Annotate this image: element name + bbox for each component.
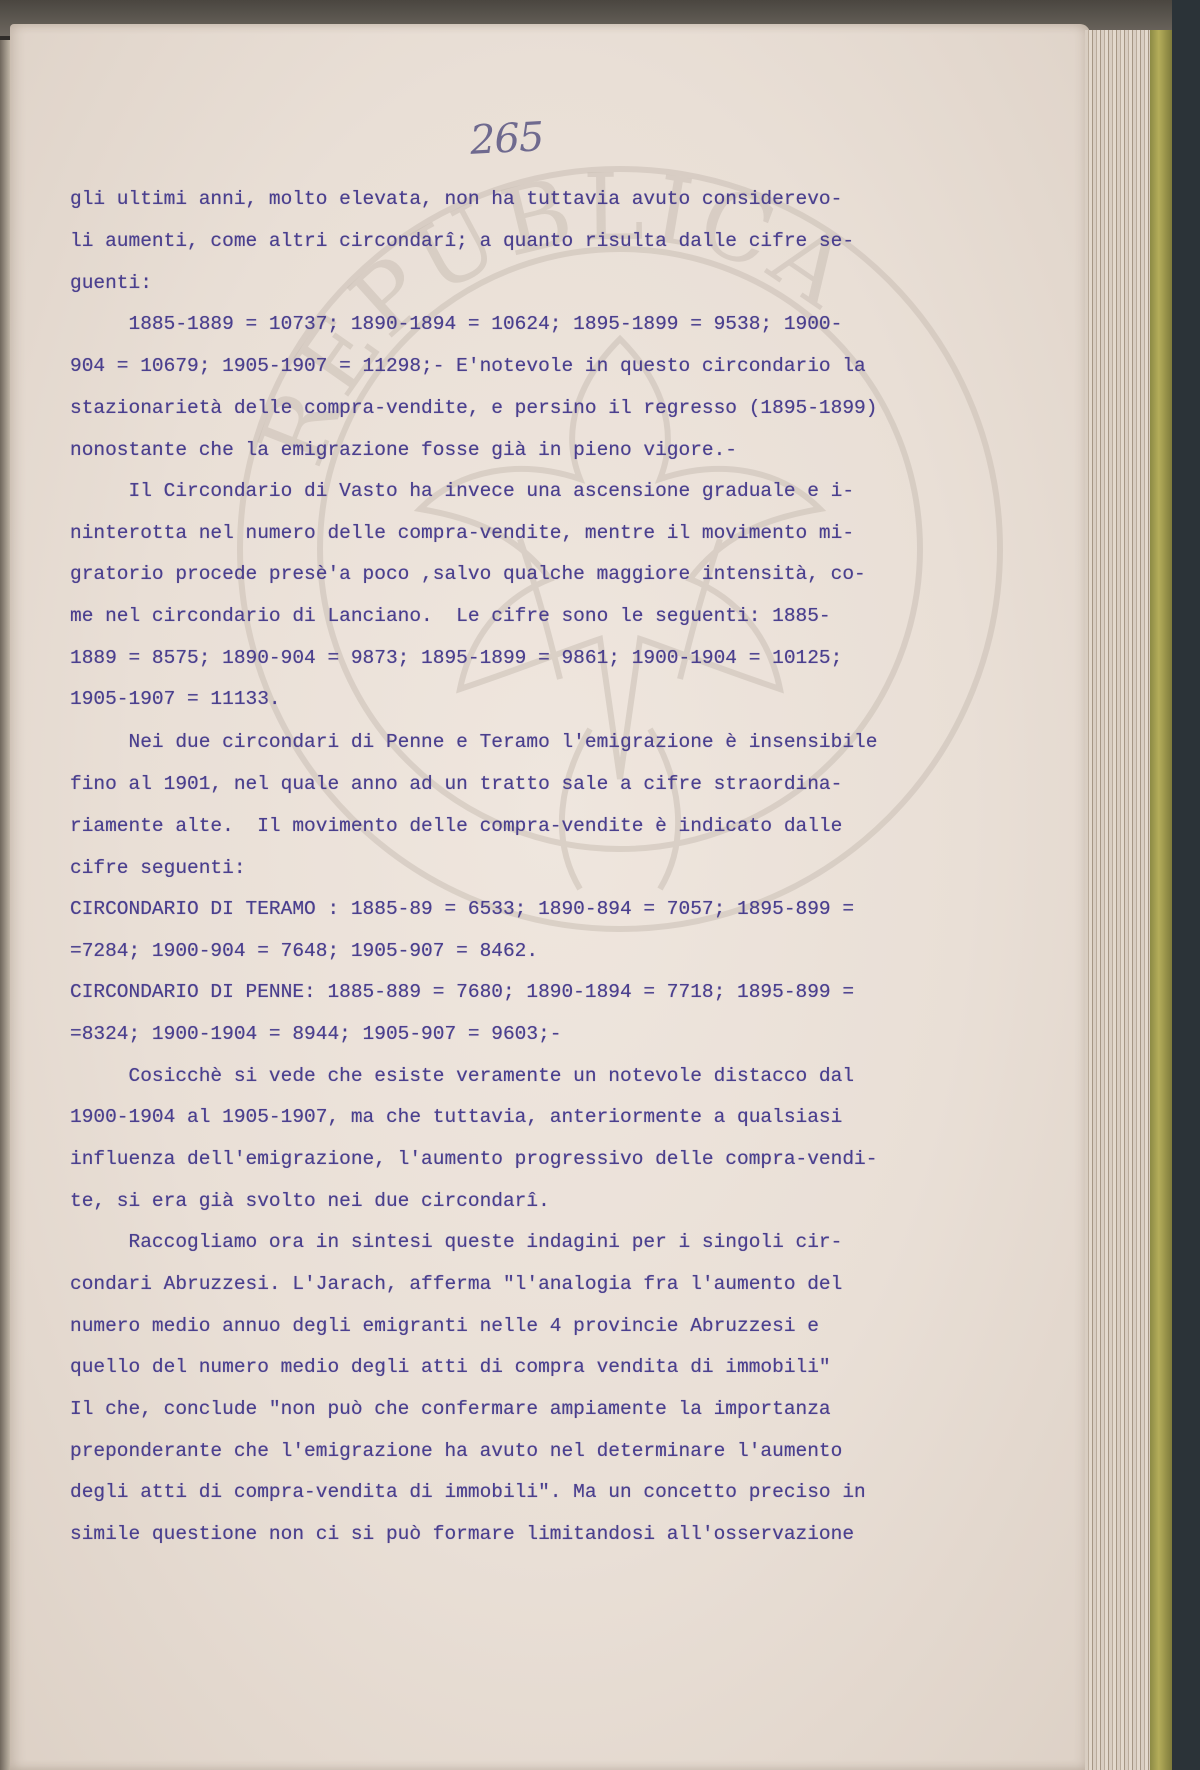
text-line: Nei due circondari di Penne e Teramo l'emigrazione è insensibile: [70, 731, 878, 753]
background-edge: [1172, 0, 1200, 1770]
text-line: preponderante che l'emigrazione ha avuto nel determinare l'aumento: [70, 1440, 843, 1462]
text-line: 1900-1904 al 1905-1907, ma che tuttavia, anteriormente a qualsiasi: [70, 1106, 843, 1128]
text-line: riamente alte. Il movimento delle compra-vendite è indicato dalle: [70, 815, 843, 837]
text-line: quello del numero medio degli atti di compra vendita di immobili": [70, 1356, 831, 1378]
text-line: CIRCONDARIO DI TERAMO : 1885-89 = 6533; 1890-894 = 7057; 1895-899 =: [70, 898, 855, 920]
text-line: condari Abruzzesi. L'Jarach, afferma "l'analogia fra l'aumento del: [70, 1273, 843, 1295]
text-line: degli atti di compra-vendita di immobili". Ma un concetto preciso in: [70, 1481, 866, 1503]
text-line: =7284; 1900-904 = 7648; 1905-907 = 8462.: [70, 940, 539, 962]
text-line: ninterotta nel numero delle compra-vendite, mentre il movimento mi-: [70, 522, 855, 544]
text-line: gli ultimi anni, molto elevata, non ha tuttavia avuto considerevo-: [70, 188, 843, 210]
text-line: cifre seguenti:: [70, 857, 246, 879]
text-line: numero medio annuo degli emigranti nelle 4 provincie Abruzzesi e: [70, 1315, 819, 1337]
text-line: CIRCONDARIO DI PENNE: 1885-889 = 7680; 1890-1894 = 7718; 1895-899 =: [70, 981, 855, 1003]
text-line: Cosicchè si vede che esiste veramente un notevole distacco dal: [70, 1065, 855, 1087]
text-line: 1885-1889 = 10737; 1890-1894 = 10624; 1895-1899 = 9538; 1900-: [70, 313, 843, 335]
text-line: me nel circondario di Lanciano. Le cifre sono le seguenti: 1885-: [70, 605, 831, 627]
text-line: te, si era già svolto nei due circondarî.: [70, 1190, 550, 1212]
stamp-lettering: REPUBLICA: [238, 153, 873, 480]
text-line: 904 = 10679; 1905-1907 = 11298;- E'notevole in questo circondario la: [70, 355, 866, 377]
text-line: gratorio procede presè'a poco ,salvo qualche maggiore intensità, co-: [70, 563, 866, 585]
document-page: [10, 24, 1090, 1770]
text-line: stazionarietà delle compra-vendite, e persino il regresso (1895-1899): [70, 397, 878, 419]
text-line: Il Circondario di Vasto ha invece una ascensione graduale e i-: [70, 480, 855, 502]
text-line: =8324; 1900-1904 = 8944; 1905-907 = 9603;-: [70, 1023, 562, 1045]
text-line: li aumenti, come altri circondarî; a quanto risulta dalle cifre se-: [70, 230, 855, 252]
text-line: nonostante che la emigrazione fosse già in pieno vigore.-: [70, 439, 738, 461]
text-line: 1905-1907 = 11133.: [70, 688, 281, 710]
text-line: simile questione non ci si può formare limitandosi all'osservazione: [70, 1523, 855, 1545]
text-line: influenza dell'emigrazione, l'aumento progressivo delle compra-vendi-: [70, 1148, 878, 1170]
text-line: Il che, conclude "non può che confermare ampiamente la importanza: [70, 1398, 831, 1420]
text-line: Raccogliamo ora in sintesi queste indagini per i singoli cir-: [70, 1231, 843, 1253]
text-line: 1889 = 8575; 1890-904 = 9873; 1895-1899 = 9861; 1900-1904 = 10125;: [70, 647, 843, 669]
binding-spine: [1150, 30, 1172, 1770]
text-line: fino al 1901, nel quale anno ad un tratto sale a cifre straordina-: [70, 773, 843, 795]
text-line: guenti:: [70, 272, 152, 294]
page-number: 265: [468, 114, 545, 164]
